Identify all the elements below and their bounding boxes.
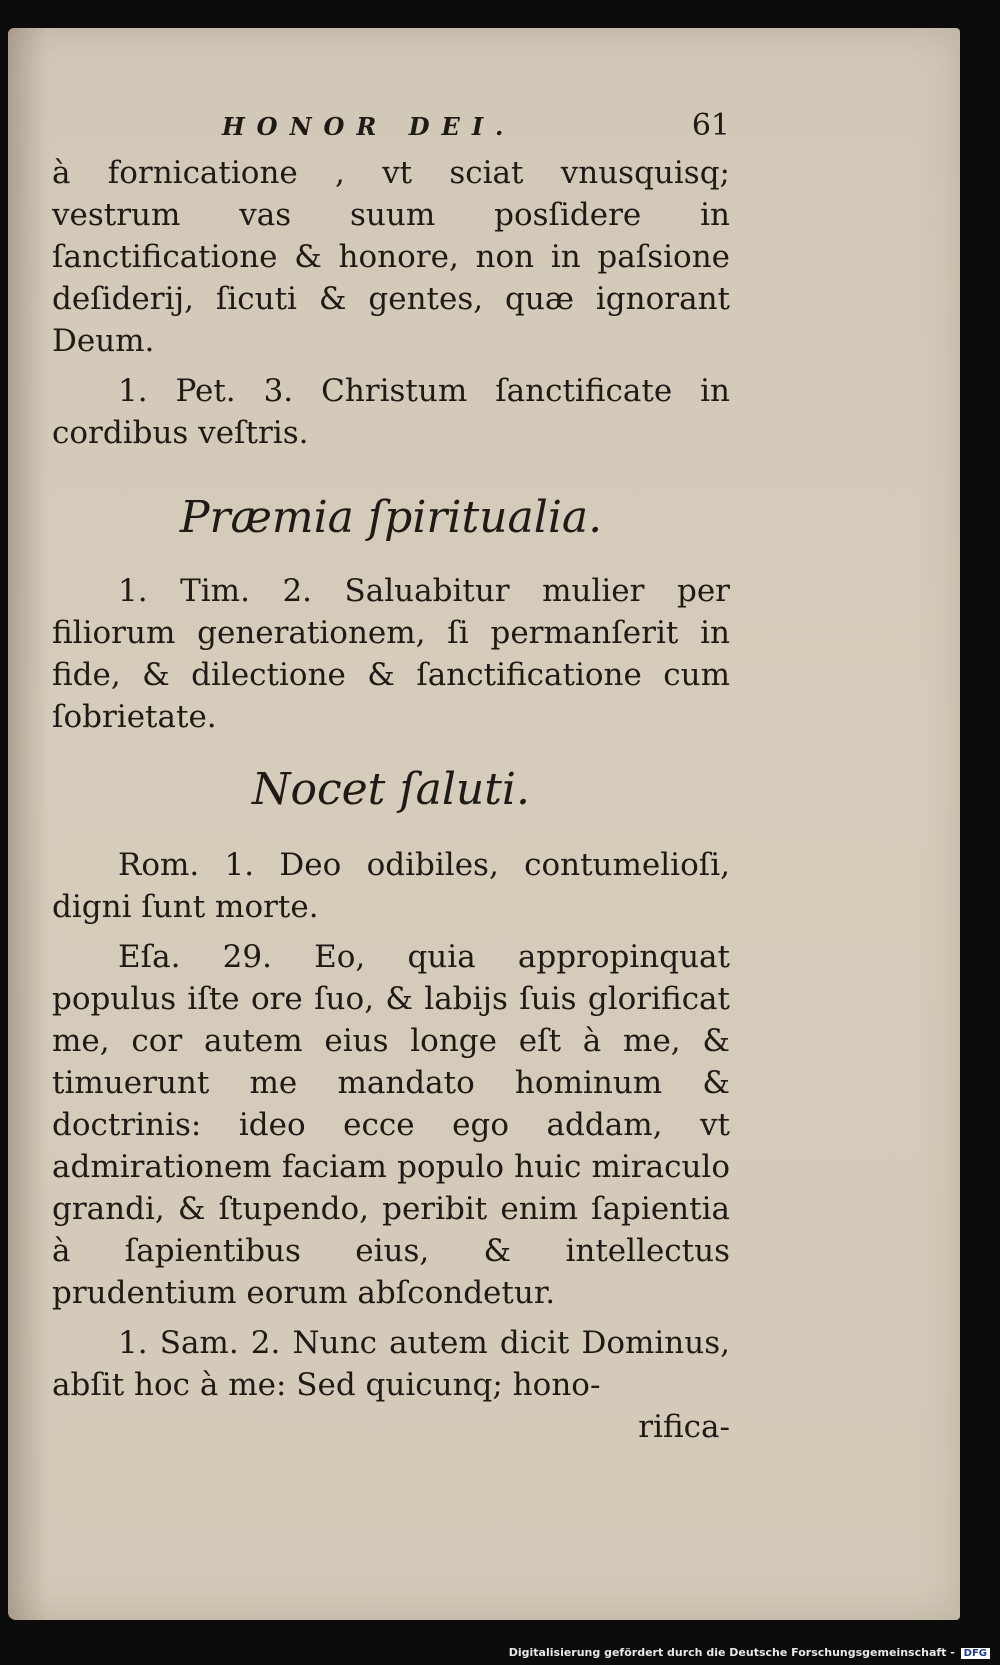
running-head-title: HONOR DEI. [222, 112, 516, 141]
dfg-logo: DFG [961, 1648, 990, 1659]
book-page [8, 28, 960, 1620]
page-number: 61 [691, 108, 730, 143]
paragraph: 1. Tim. 2. Saluabitur mulier per filiorum generationem, ſi permanſerit in fide, & dilectione & ſanctificatione cum ſobrietate. [52, 573, 730, 735]
text-block [52, 108, 730, 1448]
credit-text: Digitalisierung gefördert durch die Deutsche Forschungsgemeinschaft - [508, 1646, 955, 1659]
paragraph: à fornicatione , vt sciat vnusquisq; vestrum vas suum posſidere in ſanctificatione & honore, non in paſsione deſiderij, ſicuti & gentes, quæ ignorant Deum. [52, 155, 730, 359]
section-heading: Nocet ſaluti. [251, 764, 530, 815]
section-heading: Præmia ſpiritualia. [179, 492, 603, 543]
catchword: rifica- [638, 1409, 730, 1445]
digitization-credit [509, 1646, 990, 1659]
paragraph: 1. Pet. 3. Christum ſanctificate in cordibus veſtris. [52, 373, 730, 451]
running-head [52, 108, 730, 152]
paragraph: Rom. 1. Deo odibiles, contumelioſi, digni ſunt morte. [52, 847, 730, 925]
paragraph: Eſa. 29. Eo, quia appropinquat populus iſte ore ſuo, & labijs ſuis glorificat me, cor autem eius longe eſt à me, & timuerunt me mandato hominum & doctrinis: ideo ecce ego addam, vt admirationem faciam populo huic miraculo grandi, & ſtupendo, peribit enim ſapientia à ſapientibus eius, & intellectus prudentium eorum abſcondetur. [52, 939, 730, 1311]
paragraph: 1. Sam. 2. Nunc autem dicit Dominus, abſit hoc à me: Sed quicunq; hono- [52, 1325, 730, 1403]
